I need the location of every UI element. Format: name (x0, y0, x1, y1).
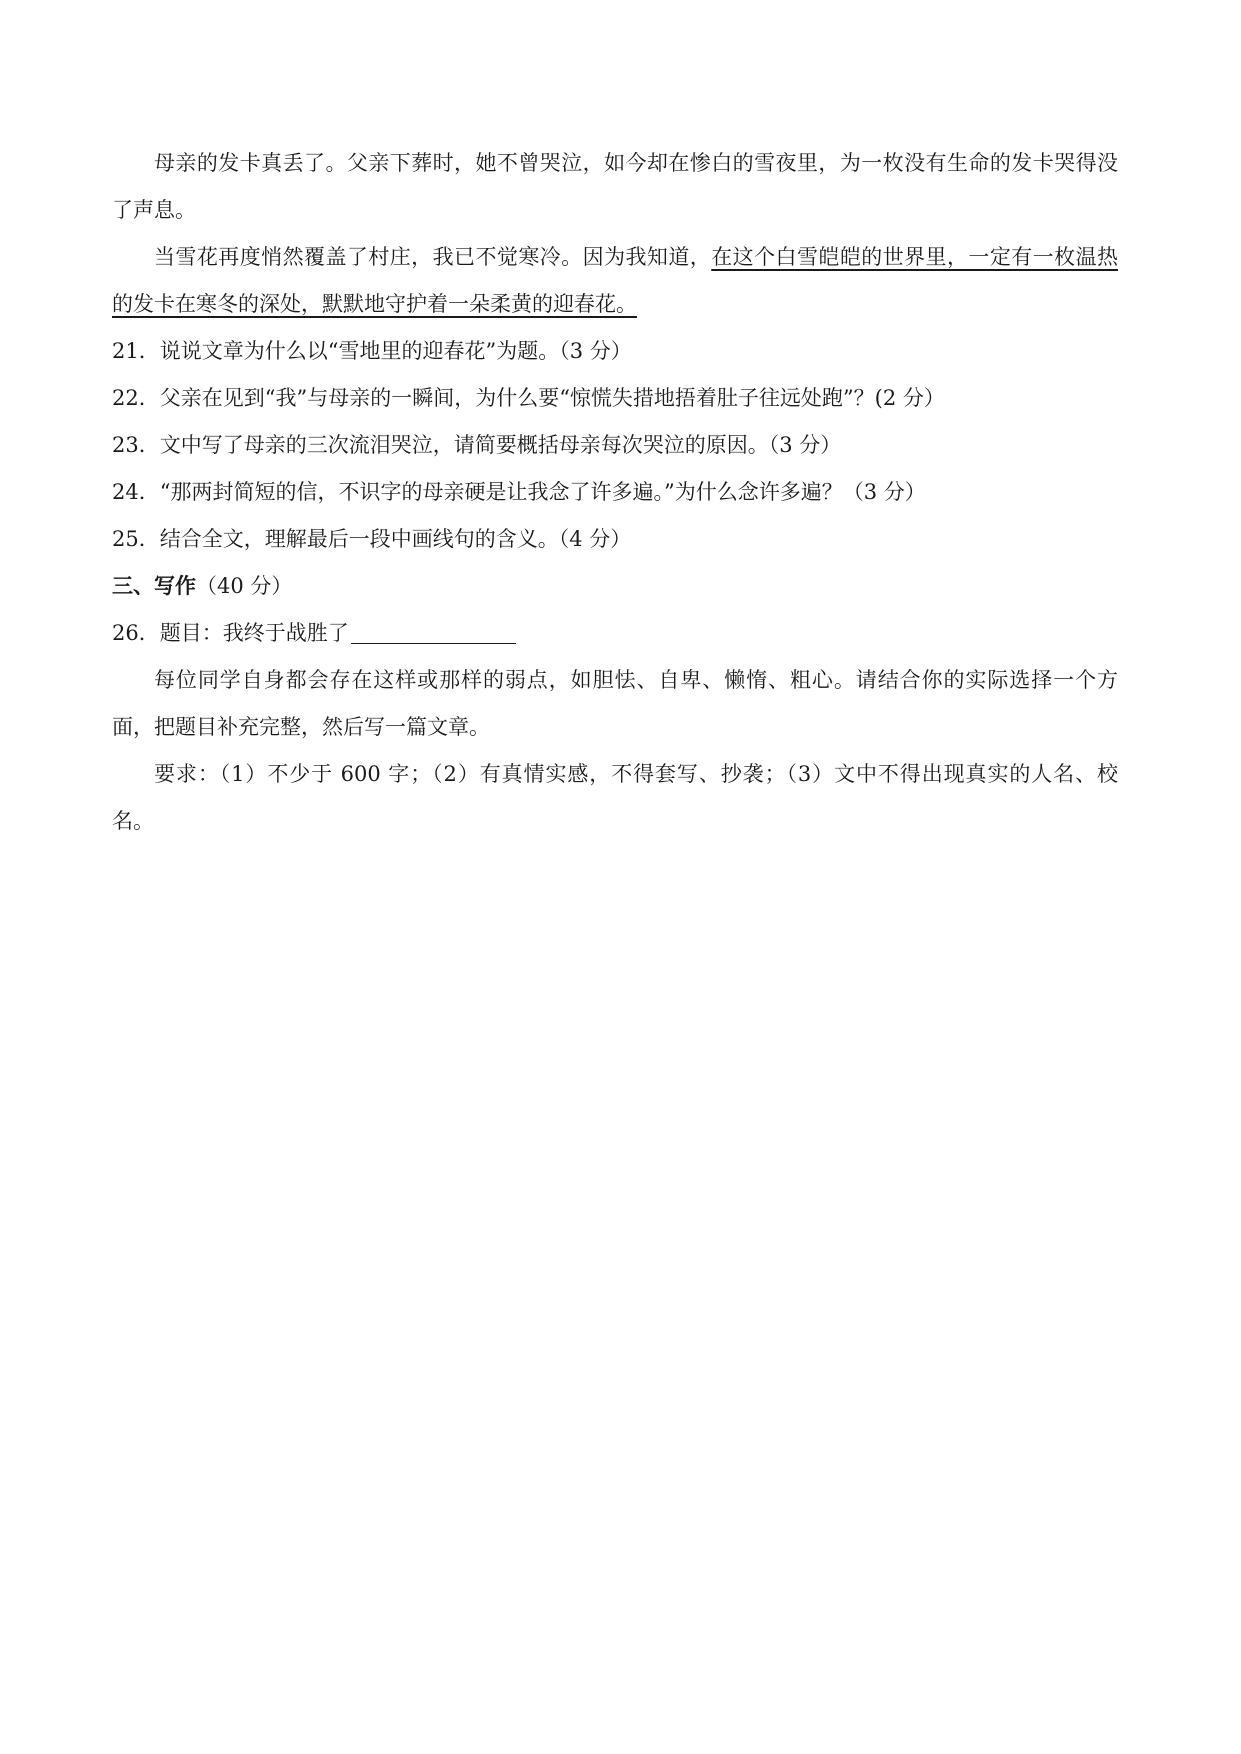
writing-heading-points: （40 分） (196, 574, 293, 598)
writing-prompt: 每位同学自身都会存在这样或那样的弱点，如胆怯、自卑、懒惰、粗心。请结合你的实际选择一个方面，把题目补充完整，然后写一篇文章。 (112, 668, 1118, 739)
writing-requirements: 要求：（1）不少于 600 字；（2）有真情实感，不得套写、抄袭；（3）文中不得出现真实的人名、校名。 (112, 762, 1118, 833)
page-content (112, 140, 1118, 845)
underlined-sentence: 在这个白雪皑皑的世界里，一定有一枚温热的发卡在寒冬的深处，默默地守护着一朵柔黄的迎春花。 (112, 245, 1119, 316)
title-blank-line (351, 621, 516, 644)
question-25: 25．结合全文，理解最后一段中画线句的含义。（4 分） (112, 527, 632, 551)
question-26 (112, 610, 1118, 657)
writing-heading-title: 三、写作 (112, 574, 196, 598)
passage-paragraph-2-text: 当雪花再度悄然覆盖了村庄，我已不觉寒冷。因为我知道， (154, 245, 712, 269)
passage-paragraph-2 (112, 234, 1118, 328)
question-24: 24．“那两封简短的信，不识字的母亲硬是让我念了许多遍。”为什么念许多遍？（3 分） (112, 480, 926, 504)
passage-paragraph-1: 母亲的发卡真丢了。父亲下葬时，她不曾哭泣，如今却在惨白的雪夜里，为一枚没有生命的发卡哭得没了声息。 (112, 151, 1118, 222)
question-21: 21．说说文章为什么以“雪地里的迎春花”为题。（3 分） (112, 339, 632, 363)
question-22: 22．父亲在见到“我”与母亲的一瞬间，为什么要“惊慌失措地捂着肚子往远处跑”？(2 分） (112, 386, 945, 410)
question-26-text: 26．题目：我终于战胜了 (112, 621, 349, 645)
writing-section-heading (112, 563, 1118, 610)
question-23: 23．文中写了母亲的三次流泪哭泣，请简要概括母亲每次哭泣的原因。（3 分） (112, 433, 842, 457)
